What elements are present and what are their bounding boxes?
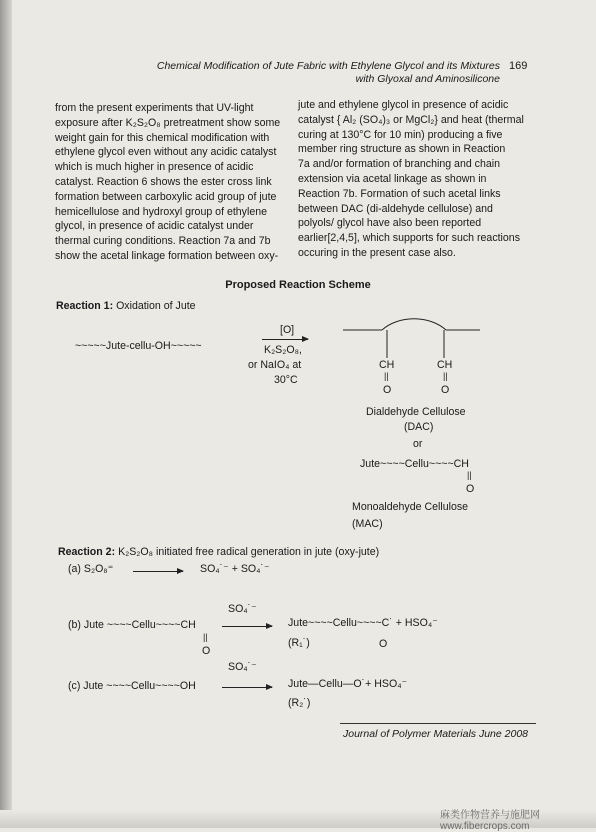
dac-name: Dialdehyde Cellulose	[366, 406, 466, 418]
header-line-2: with Glyoxal and Aminosilicone	[355, 73, 500, 85]
reaction2c-left: (c) Jute ~~~~Cellu~~~~OH	[68, 680, 196, 692]
reaction2a-right: SO₄˙⁻ + SO₄˙⁻	[200, 563, 270, 575]
reaction2c-over: SO₄˙⁻	[228, 661, 257, 673]
text-line: weight gain for this chemical modification with	[55, 131, 270, 144]
dac-ch-left: CH	[379, 359, 395, 371]
text-line: show the acetal linkage formation between oxy-	[55, 249, 279, 262]
text-line: 7a and/or formation of branching and chain	[298, 158, 501, 171]
text-line: polyols/ glycol have also been reported	[298, 217, 482, 230]
watermark: 麻类作物营养与施肥网 www.fibercrops.com	[440, 810, 540, 832]
reaction1-title: Oxidation of Jute	[116, 300, 196, 312]
footer-rule	[340, 723, 536, 724]
page-number: 169	[509, 60, 528, 72]
text-line: between DAC (di-aldehyde cellulose) and	[298, 202, 493, 215]
dac-o-right: O	[441, 384, 450, 396]
reaction1-reactant: ~~~~~Jute-cellu-OH~~~~~	[75, 340, 202, 352]
reaction2c-arrow	[222, 687, 272, 688]
right-column	[298, 98, 536, 261]
dac-double-bond-left: ||	[384, 371, 389, 381]
reaction2b-left: (b) Jute ~~~~Cellu~~~~CH	[68, 619, 196, 631]
scheme-title: Proposed Reaction Scheme	[225, 279, 371, 291]
text-line: ethylene glycol even without any acidic catalyst	[55, 146, 277, 159]
reaction2c-right: Jute—Cellu—O˙+ HSO₄⁻	[288, 678, 408, 690]
text-line: catalyst. Reaction 6 shows the ester cross link	[55, 175, 272, 188]
footer-journal: Journal of Polymer Materials June 2008	[343, 728, 529, 740]
dac-ch-right: CH	[437, 359, 453, 371]
reaction2b-o: O	[202, 645, 211, 657]
text-line: curing at 130°C for 10 min) producing a five	[298, 128, 503, 141]
text-line: which is much higher in presence of acidic	[55, 161, 254, 174]
text-line: glycol, in presence of acidic catalyst under	[55, 220, 254, 233]
text-line: member ring structure as shown in Reaction	[298, 143, 506, 156]
text-line: catalyst { Al₂ (SO₄)₃ or MgCl₂} and heat (thermal	[298, 113, 524, 126]
mac-name: Monoaldehyde Cellulose	[352, 501, 469, 513]
reaction2a-left: (a) S₂O₈⁼	[68, 563, 114, 575]
page-edge-shadow	[0, 0, 12, 828]
reaction1-cond-2: or NaIO₄ at	[248, 359, 302, 371]
text-line: thermal curing conditions. Reaction 7a and 7b	[55, 235, 271, 248]
mac-double-bond: ||	[467, 470, 472, 480]
mac-abbr: (MAC)	[352, 518, 383, 530]
reaction2b-radical: (R₁˙)	[288, 637, 310, 649]
mac-chain: Jute~~~~Cellu~~~~CH	[360, 458, 469, 470]
text-line: earlier[2,4,5], which supports for such reactions	[298, 232, 520, 245]
or-label: or	[413, 438, 423, 450]
text-line: occuring in the present case also.	[298, 246, 456, 259]
mac-o: O	[466, 483, 475, 495]
reaction2a-arrow	[133, 571, 183, 572]
running-header	[100, 60, 500, 86]
reaction1-cond-3: 30°C	[274, 374, 298, 386]
reaction2b-product-o: O	[379, 638, 388, 650]
dac-o-left: O	[383, 384, 392, 396]
reaction2b-double-bond: ||	[203, 632, 208, 642]
dac-ring-structure	[340, 310, 490, 360]
text-line: extension via acetal linkage as shown in	[298, 172, 487, 185]
reaction1-arrow	[262, 339, 308, 340]
reaction2b-right: Jute~~~~Cellu~~~~C˙ + HSO₄⁻	[288, 617, 438, 629]
dac-abbr: (DAC)	[404, 421, 434, 433]
text-line: exposure after K₂S₂O₈ pretreatment show some	[55, 116, 281, 129]
reaction2c-radical: (R₂˙)	[288, 697, 311, 709]
reaction2-label: Reaction 2:	[58, 546, 116, 558]
reaction1-label: Reaction 1:	[56, 300, 114, 312]
text-line: jute and ethylene glycol in presence of acidic	[298, 99, 509, 111]
reaction1-cond-top: [O]	[280, 324, 295, 336]
header-line-1: Chemical Modification of Jute Fabric with Ethylene Glycol and its Mixtures	[156, 60, 500, 72]
reaction1-heading	[56, 300, 196, 312]
text-line: hemicellulose and hydroxyl group of ethylene	[55, 205, 268, 218]
left-column	[55, 101, 287, 264]
reaction2b-arrow	[222, 626, 272, 627]
reaction2-title: K₂S₂O₈ initiated free radical generation in jute (oxy-jute)	[118, 546, 380, 558]
text-line: Reaction 7b. Formation of such acetal links	[298, 187, 501, 200]
reaction1-cond-1: K₂S₂O₈,	[264, 344, 302, 356]
reaction2-heading	[58, 546, 379, 558]
text-line: from the present experiments that UV-light	[55, 102, 254, 114]
reaction2b-over: SO₄˙⁻	[228, 603, 257, 615]
dac-double-bond-right: ||	[443, 371, 448, 381]
text-line: formation between carboxylic acid group of jute	[55, 190, 277, 203]
